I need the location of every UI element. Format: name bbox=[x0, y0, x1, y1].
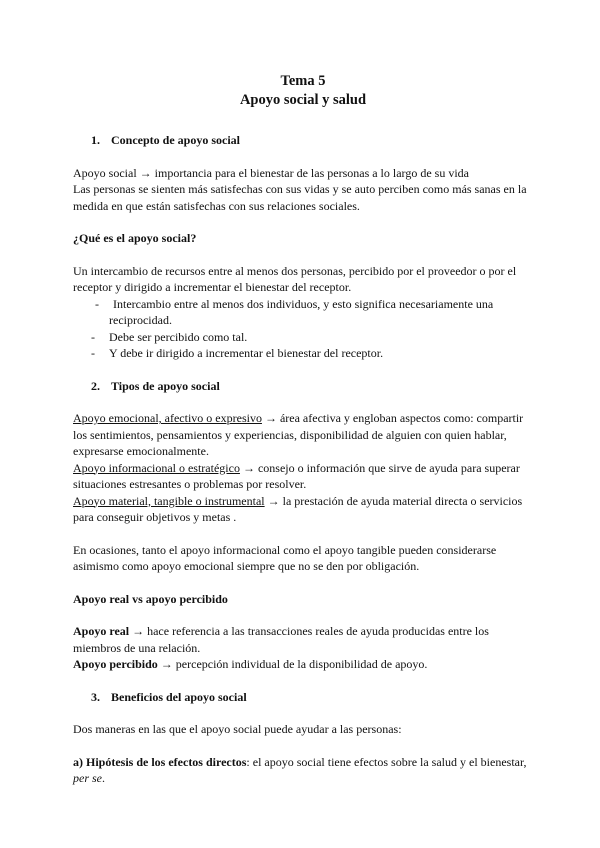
type-material bbox=[73, 493, 533, 526]
apoyo-percibido-paragraph bbox=[73, 656, 533, 673]
apoyo-real-paragraph bbox=[73, 623, 533, 656]
subsection-heading: Apoyo real vs apoyo percibido bbox=[73, 591, 228, 606]
hypothesis-label: a) Hipótesis de los efectos directos bbox=[73, 754, 247, 769]
section-number: 1. bbox=[91, 133, 100, 147]
section-number: 3. bbox=[91, 689, 100, 704]
list-item: - Intercambio entre al menos dos individuos, y esto significa necesariamente una reciprocidad. bbox=[73, 296, 533, 329]
term-apoyo-social-desc: → importancia para el bienestar de las personas a lo largo de su vida bbox=[136, 165, 469, 180]
apoyo-real-text: → hace referencia a las transacciones reales de ayuda producidas entre los miembros de una relación. bbox=[73, 624, 489, 655]
type-emocional bbox=[73, 410, 533, 460]
hypothesis-end: . bbox=[102, 771, 105, 785]
section-1-heading bbox=[91, 132, 533, 149]
term-apoyo-social: Apoyo social bbox=[73, 165, 137, 180]
document-page bbox=[73, 72, 533, 787]
section-title: Concepto de apoyo social bbox=[111, 133, 240, 147]
section-2-heading bbox=[91, 378, 533, 395]
list-item: - Debe ser percibido como tal. bbox=[73, 329, 533, 346]
type-emocional-label: Apoyo emocional, afectivo o expresivo bbox=[73, 411, 262, 425]
doc-title: Tema 5 bbox=[280, 73, 326, 89]
satisfaction-paragraph: Las personas se sienten más satisfechas con sus vidas y se auto perciben como más sanas en la medida en que están satisfechas con sus relaciones sociales. bbox=[73, 182, 527, 213]
apoyo-social-line bbox=[73, 165, 533, 182]
hypothesis-italic: per se bbox=[73, 771, 102, 785]
section-3-heading bbox=[91, 689, 533, 706]
hypothesis-paragraph bbox=[73, 754, 533, 787]
type-emocional-text: → área afectiva y engloban aspectos como: compartir los sentimientos, pensamientos y experiencias, disponibilidad de alguien con quien hablar, expresarse emocionalmente. bbox=[73, 411, 524, 458]
note-paragraph: En ocasiones, tanto el apoyo informacional como el apoyo tangible pueden considerarse asimismo como apoyo emocional siempre que no se den por obligación. bbox=[73, 542, 497, 573]
question-heading: ¿Qué es el apoyo social? bbox=[73, 231, 197, 245]
definition-list bbox=[73, 296, 533, 362]
type-material-text: → la prestación de ayuda material directa o servicios para conseguir objetivos y metas . bbox=[73, 493, 523, 524]
list-item: - Y debe ir dirigido a incrementar el bienestar del receptor. bbox=[73, 345, 533, 362]
type-informacional bbox=[73, 460, 533, 493]
hypothesis-text: : el apoyo social tiene efectos sobre la salud y el bienestar, bbox=[246, 754, 527, 769]
section-title: Beneficios del apoyo social bbox=[111, 689, 247, 704]
apoyo-real-label: Apoyo real bbox=[73, 624, 130, 638]
apoyo-percibido-text: → percepción individual de la disponibilidad de apoyo. bbox=[157, 657, 428, 671]
section-title: Tipos de apoyo social bbox=[111, 378, 220, 393]
type-material-label: Apoyo material, tangible o instrumental bbox=[73, 493, 265, 508]
type-informacional-text: → consejo o información que sirve de ayuda para superar situaciones estresantes o problemas por resolver. bbox=[73, 460, 520, 491]
definition-paragraph: Un intercambio de recursos entre al menos dos personas, percibido por el proveedor o por el receptor y dirigido a incrementar el bienestar del receptor. bbox=[73, 263, 517, 294]
section-number: 2. bbox=[91, 378, 100, 393]
doc-subtitle: Apoyo social y salud bbox=[239, 92, 367, 108]
type-informacional-label: Apoyo informacional o estratégico bbox=[73, 460, 240, 475]
apoyo-percibido-label: Apoyo percibido bbox=[73, 657, 158, 671]
benefits-intro: Dos maneras en las que el apoyo social puede ayudar a las personas: bbox=[73, 722, 402, 736]
